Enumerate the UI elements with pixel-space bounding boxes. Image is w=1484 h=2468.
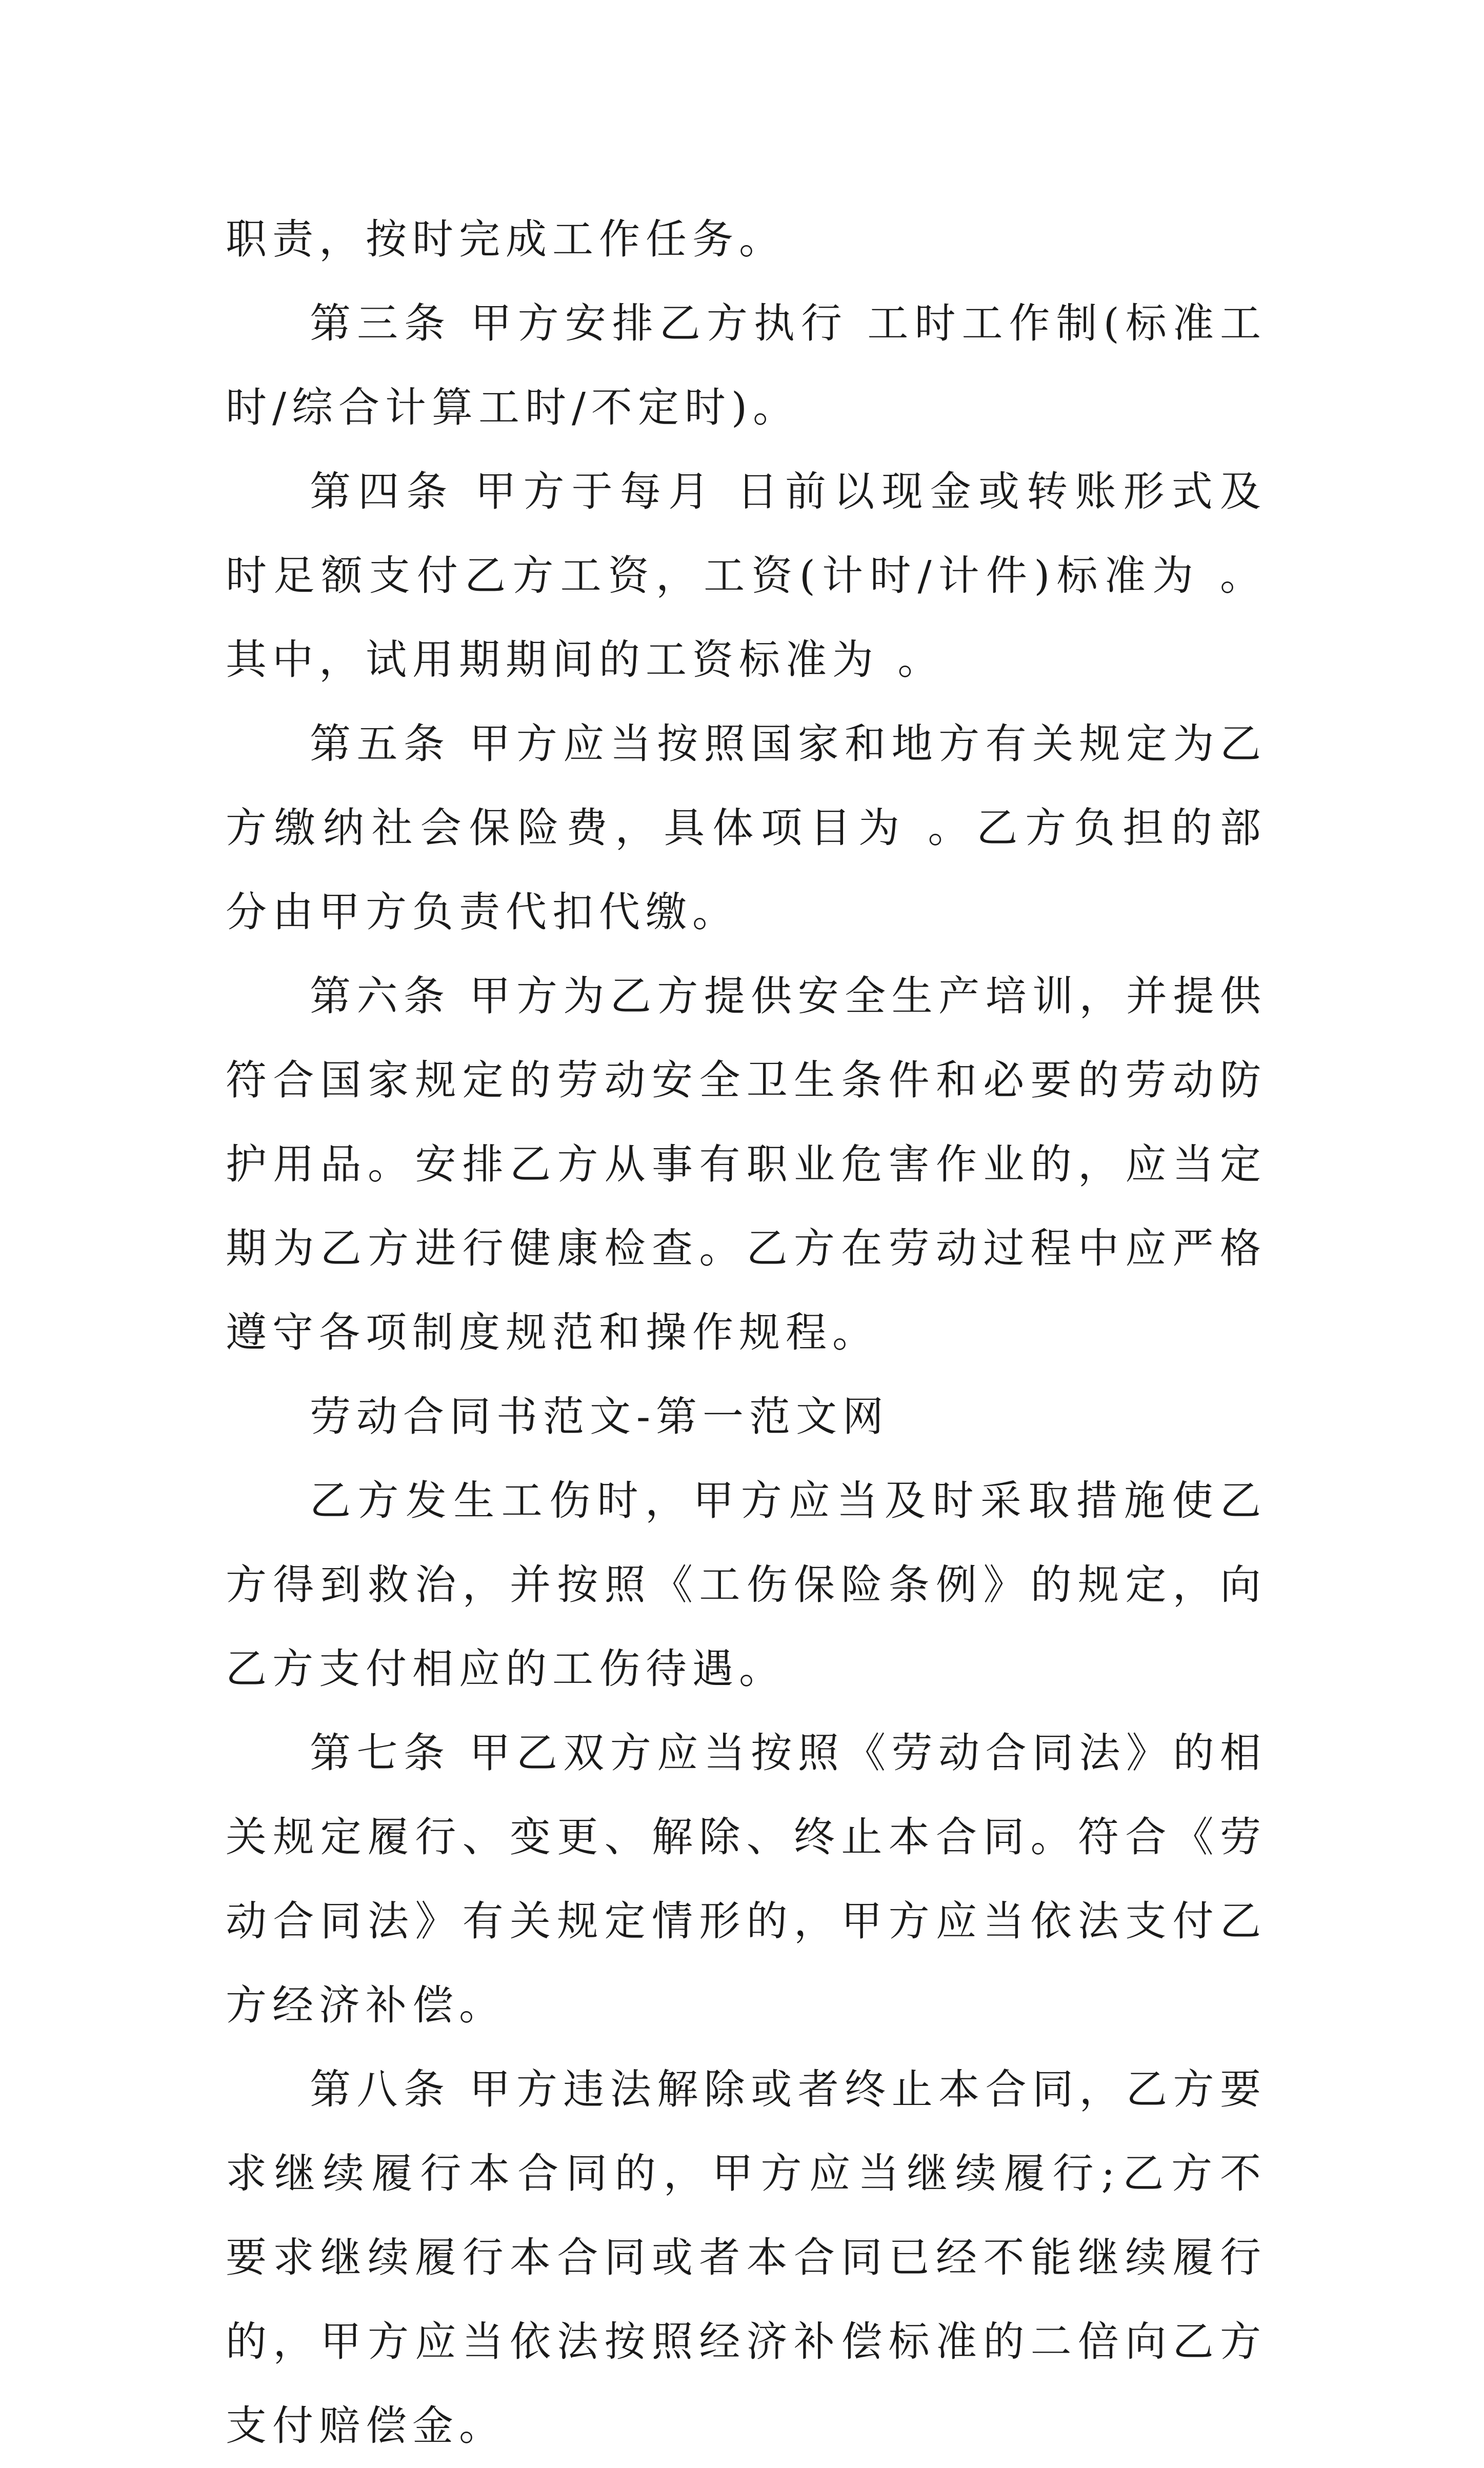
paragraph-article-5: 第五条 甲方应当按照国家和地方有关规定为乙方缴纳社会保险费，具体项目为 。乙方负担的部分由甲方负责代扣代缴。: [226, 720, 1267, 936]
paragraph-article-6: 第六条 甲方为乙方提供安全生产培训，并提供符合国家规定的劳动安全卫生条件和必要的劳动防护用品。安排乙方从事有职业危害作业的，应当定期为乙方进行健康检查。乙方在劳动过程中应严格遵守各项制度规范和操作规程。: [226, 972, 1267, 1356]
paragraph-article-8: 第八条 甲方违法解除或者终止本合同，乙方要求继续履行本合同的，甲方应当继续履行;乙方不要求继续履行本合同或者本合同已经不能继续履行的，甲方应当依法按照经济补偿标准的二倍向乙方支付赔偿金。: [226, 2065, 1267, 2450]
document-body: [226, 197, 1267, 2468]
paragraph-article-7: 第七条 甲乙双方应当按照《劳动合同法》的相关规定履行、变更、解除、终止本合同。符合《劳动合同法》有关规定情形的，甲方应当依法支付乙方经济补偿。: [226, 1729, 1267, 2029]
paragraph-article-4: 第四条 甲方于每月 日前以现金或转账形式及时足额支付乙方工资，工资(计时/计件)标准为 。其中，试用期期间的工资标准为 。: [226, 468, 1267, 684]
paragraph-source-line: 劳动合同书范文-第一范文网: [310, 1393, 890, 1440]
paragraph-continuation: 职责，按时完成工作任务。: [226, 215, 786, 263]
paragraph-work-injury: 乙方发生工伤时，甲方应当及时采取措施使乙方得到救治，并按照《工伤保险条例》的规定，向乙方支付相应的工伤待遇。: [226, 1477, 1267, 1693]
paragraph-article-3: 第三条 甲方安排乙方执行 工时工作制(标准工时/综合计算工时/不定时)。: [226, 299, 1267, 431]
